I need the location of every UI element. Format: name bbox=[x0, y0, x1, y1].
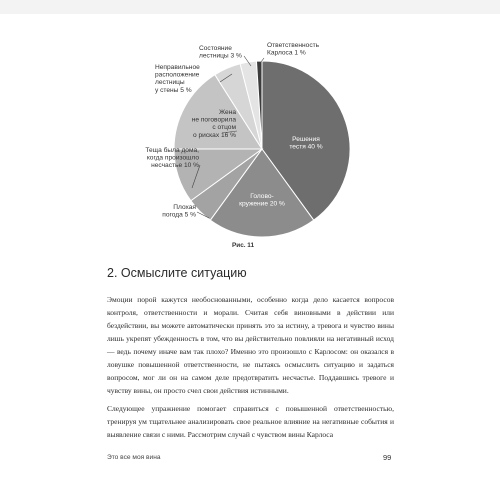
running-footer-title: Это все моя вина bbox=[107, 454, 161, 461]
slice-label: Жена не поговорила с отцом о рисках 16 % bbox=[191, 109, 236, 139]
pie-chart bbox=[0, 0, 500, 240]
slice-label: Теща была дома, когда произошло несчастье 10 % bbox=[145, 147, 199, 170]
slice-label: Состояние лестницы 3 % bbox=[199, 45, 242, 60]
slice-label: Решения тестя 40 % bbox=[289, 136, 323, 151]
slice-label: Плохая погода 5 % bbox=[162, 204, 196, 219]
paragraph-1: Эмоции порой кажутся необоснованными, особенно когда дело касается вопросов контроля, ответственности и морали. Считая себя виновными в действии или бездействии, вы можете автоматически принять это за истину, а тревога и чувство вины лишь укрепят убежденность в том, что вы действительно повлияли на негативный исход — ведь почему иначе вам так плохо? Именно это произошло с Карлосом: он оказался в ловушке повышенной ответственности, не пытаясь осмыслить ситуацию и задаться вопросом, мог ли он на самом деле предотвратить несчастье. Поддавшись тревоге и чувству вины, он просто счел свои действия истинными. bbox=[107, 295, 394, 396]
paragraph-2: Следующее упражнение помогает справиться с повышенной ответственностью, тренируя ум тщательнее анализировать свое реальное влияние на негативные события и выявление связи с ними. Рассмотрим случай с чувством вины Карлоса bbox=[107, 404, 394, 440]
slice-label: Голово-кружение 20 % bbox=[239, 193, 285, 208]
page-number: 99 bbox=[383, 453, 392, 462]
section-heading: 2. Осмыслите ситуацию bbox=[107, 266, 247, 280]
figure-caption: Рис. 11 bbox=[232, 242, 255, 249]
slice-label: Неправильное расположение лестницы у стены 5 % bbox=[155, 64, 200, 94]
slice-label: Ответственность Карлоса 1 % bbox=[267, 42, 320, 57]
